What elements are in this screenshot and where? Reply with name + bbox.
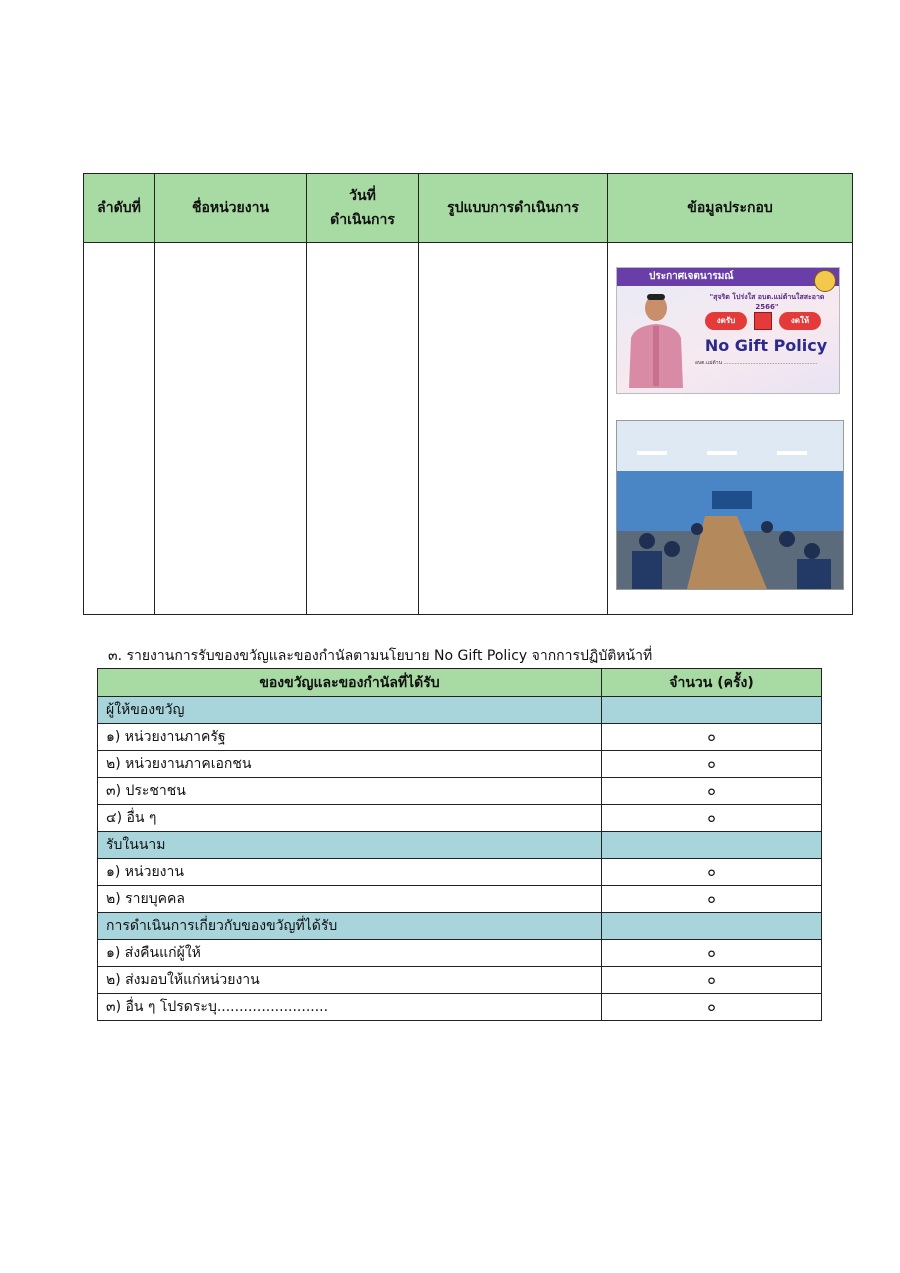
row-label: ๔) อื่น ๆ	[98, 805, 602, 832]
table-row	[98, 886, 822, 913]
row-label: รับในนาม	[98, 832, 602, 859]
row-label: ๓) อื่น ๆ โปรดระบุ.........................	[98, 994, 602, 1021]
row-label: ผู้ให้ของขวัญ	[98, 697, 602, 724]
table-row	[98, 724, 822, 751]
organization-seal-icon	[814, 270, 836, 292]
table-row	[98, 940, 822, 967]
no-receive-badge: งดรับ	[705, 312, 747, 330]
poster-band-title: ประกาศเจตนารมณ์	[617, 268, 839, 286]
row-count: ๐	[602, 778, 822, 805]
gift-report-table	[97, 668, 822, 1021]
cell-date	[307, 243, 419, 615]
table-row	[98, 859, 822, 886]
row-count: ๐	[602, 724, 822, 751]
poster-slogan: "สุจริต โปร่งใส อบต.แม่ต้านใสสะอาด 2566"	[709, 293, 825, 311]
table-row	[98, 994, 822, 1021]
poster-fine-print: อบต.แม่ต้าน ...........................................................	[695, 360, 818, 366]
row-count	[602, 913, 822, 940]
header-order: ลำดับที่	[84, 174, 155, 243]
official-portrait-icon	[621, 288, 691, 388]
table-row	[98, 778, 822, 805]
table-row	[98, 751, 822, 778]
row-label: การดำเนินการเกี่ยวกับของขวัญที่ได้รับ	[98, 913, 602, 940]
cell-format	[419, 243, 608, 615]
header-date: วันที่ ดำเนินการ	[307, 174, 419, 243]
row-label: ๑) หน่วยงานภาครัฐ	[98, 724, 602, 751]
header-count: จำนวน (ครั้ง)	[602, 669, 822, 697]
row-label: ๒) รายบุคคล	[98, 886, 602, 913]
poster-headline: No Gift Policy	[704, 336, 828, 355]
gift-report-header	[98, 669, 822, 697]
row-label: ๑) ส่งคืนแก่ผู้ให้	[98, 940, 602, 967]
row-count: ๐	[602, 805, 822, 832]
row-count: ๐	[602, 859, 822, 886]
row-count: ๐	[602, 967, 822, 994]
no-give-badge: งดให้	[779, 312, 821, 330]
row-label: ๒) ส่งมอบให้แก่หน่วยงาน	[98, 967, 602, 994]
row-count: ๐	[602, 940, 822, 967]
row-count: ๐	[602, 751, 822, 778]
group-row	[98, 913, 822, 940]
header-supporting-info: ข้อมูลประกอบ	[608, 174, 853, 243]
gift-box-icon	[754, 312, 772, 330]
no-gift-policy-poster	[616, 267, 840, 394]
row-count: ๐	[602, 994, 822, 1021]
table-row	[98, 805, 822, 832]
row-count	[602, 832, 822, 859]
row-label: ๒) หน่วยงานภาคเอกชน	[98, 751, 602, 778]
meeting-photo	[616, 420, 844, 590]
header-agency: ชื่อหน่วยงาน	[155, 174, 307, 243]
activity-table-header	[84, 174, 853, 243]
row-count: ๐	[602, 886, 822, 913]
cell-order	[84, 243, 155, 615]
table-row	[98, 967, 822, 994]
group-row	[98, 697, 822, 724]
row-count	[602, 697, 822, 724]
cell-agency	[155, 243, 307, 615]
header-format: รูปแบบการดำเนินการ	[419, 174, 608, 243]
row-label: ๑) หน่วยงาน	[98, 859, 602, 886]
row-label: ๓) ประชาชน	[98, 778, 602, 805]
group-row	[98, 832, 822, 859]
header-gift-item: ของขวัญและของกำนัลที่ได้รับ	[98, 669, 602, 697]
section-3-caption: ๓. รายงานการรับของขวัญและของกำนัลตามนโยบาย No Gift Policy จากการปฏิบัติหน้าที่	[108, 648, 653, 664]
